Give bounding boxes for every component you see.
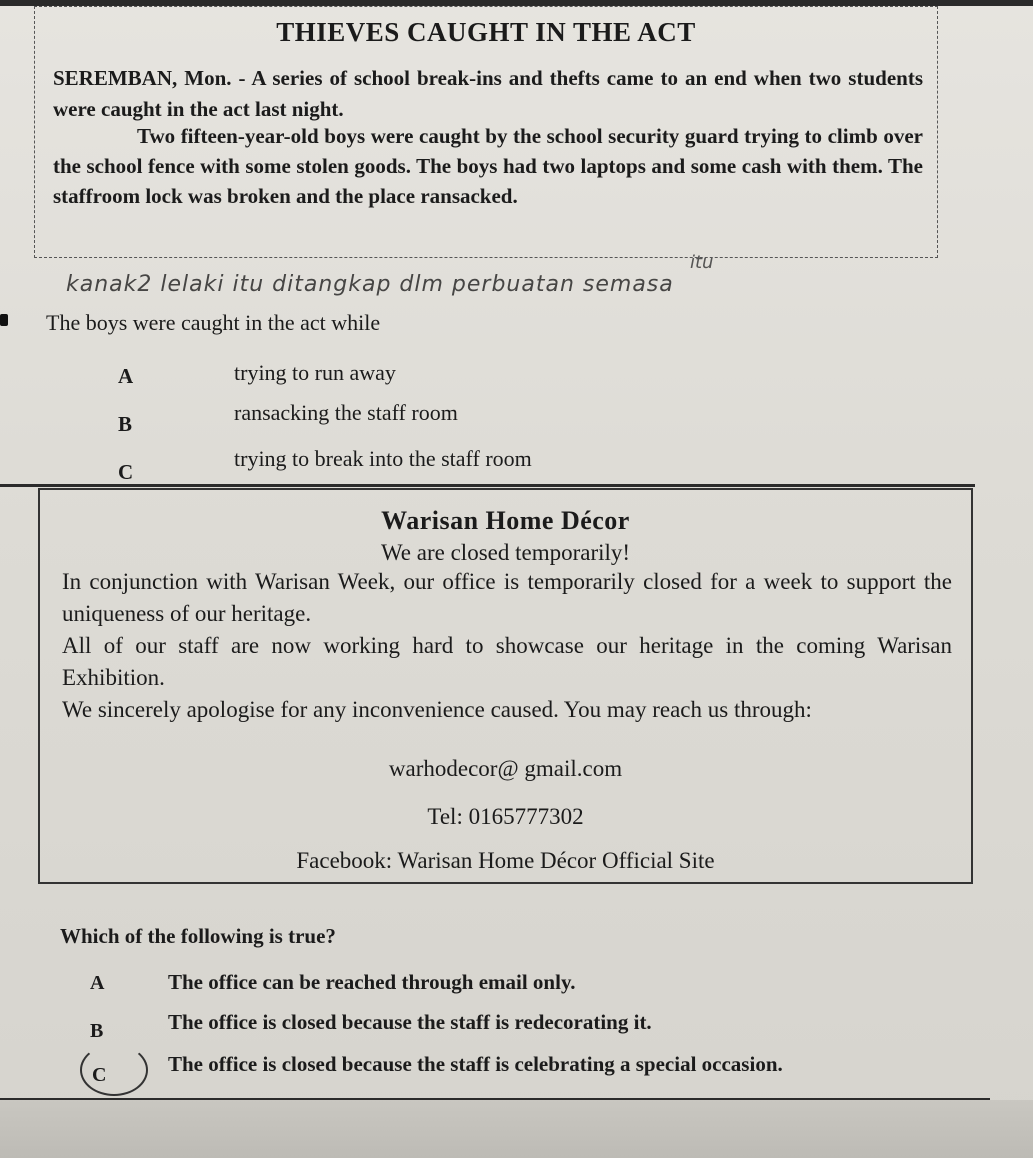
news-article-box	[34, 6, 938, 258]
notice-email: warhodecor@ gmail.com	[388, 756, 623, 781]
notice-phone: Tel: 0165777302	[427, 804, 584, 829]
question2-option-c-letter[interactable]: C	[92, 1064, 107, 1086]
question-number-fragment	[0, 314, 8, 326]
notice-paragraph-2: All of our staff are now working hard to showcase our heritage in the coming Warisan Exhibition.	[62, 633, 952, 690]
notice-paragraph-1: In conjunction with Warisan Week, our office is temporarily closed for a week to support the uniqueness of our heritage.	[62, 569, 952, 626]
notice-subtitle: We are closed temporarily!	[380, 540, 631, 565]
news-lead-paragraph: SEREMBAN, Mon. - A series of school break-ins and thefts came to an end when two students were caught in the act last night.	[53, 66, 923, 121]
question1-option-c-letter[interactable]: C	[118, 460, 134, 484]
question1-option-a-text[interactable]: trying to run away	[234, 360, 396, 385]
section-divider	[0, 484, 975, 487]
question2-stem: Which of the following is true?	[60, 924, 336, 948]
question2-option-c-text[interactable]: The office is closed because the staff is celebrating a special occasion.	[168, 1052, 783, 1076]
bottom-shadow-area	[0, 1100, 1033, 1158]
notice-paragraph-3: We sincerely apologise for any inconvenience caused. You may reach us through:	[62, 697, 812, 722]
question2-option-b-text[interactable]: The office is closed because the staff is redecorating it.	[168, 1010, 652, 1034]
handwritten-note-small: itu	[690, 252, 714, 273]
notice-facebook: Facebook: Warisan Home Décor Official Site	[296, 848, 715, 873]
handwritten-note: kanak2 lelaki itu ditangkap dlm perbuatan semasa	[66, 272, 674, 297]
notice-box	[38, 488, 973, 884]
question1-stem: The boys were caught in the act while	[46, 310, 381, 335]
news-body-paragraph: Two fifteen-year-old boys were caught by the school security guard trying to climb over the school fence with some stolen goods. The boys had two laptops and some cash with them. The staffroom lock was broken and the place ransacked.	[53, 124, 923, 208]
question2-option-a-letter[interactable]: A	[90, 972, 105, 994]
news-title: THIEVES CAUGHT IN THE ACT	[276, 17, 696, 47]
answer-circle-mark	[80, 1044, 148, 1096]
question2-option-a-text[interactable]: The office can be reached through email only.	[168, 970, 576, 994]
question1-option-c-text[interactable]: trying to break into the staff room	[234, 446, 532, 471]
question1-option-a-letter[interactable]: A	[118, 364, 134, 388]
question1-option-b-text[interactable]: ransacking the staff room	[234, 400, 458, 425]
question2-option-b-letter[interactable]: B	[90, 1020, 104, 1042]
question1-option-b-letter[interactable]: B	[118, 412, 133, 436]
notice-title: Warisan Home Décor	[381, 506, 630, 535]
